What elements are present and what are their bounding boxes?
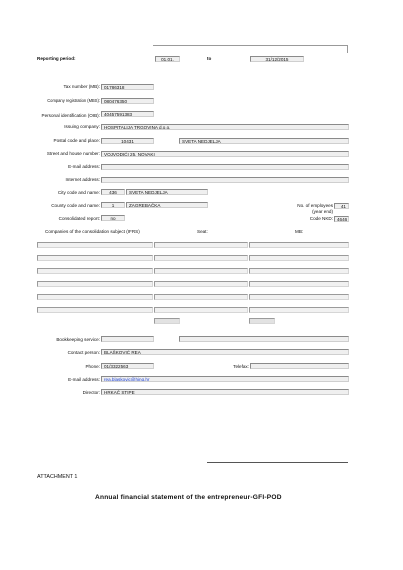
- nkd-field[interactable]: 4646: [334, 216, 349, 222]
- telefax-field[interactable]: [250, 363, 349, 369]
- table-row[interactable]: [37, 307, 349, 313]
- company-registration-field[interactable]: 080476350: [101, 98, 154, 104]
- seat-label: Seat:: [197, 229, 208, 234]
- internet-label: Internet address:: [65, 177, 100, 182]
- table-row[interactable]: [37, 318, 349, 324]
- employees-sub-label: (year end): [312, 209, 333, 214]
- bookkeeping-email-field[interactable]: rea.blaskovic@hing.hr: [101, 376, 349, 382]
- table-row[interactable]: [37, 255, 349, 261]
- signature-line: [207, 462, 348, 463]
- attachment-label: ATTACHMENT 1: [37, 474, 78, 480]
- street-field[interactable]: VOJVODIĆI 25, NOVAKI: [101, 151, 349, 157]
- bookkeeping-label: Bookkeeping service:: [56, 337, 100, 342]
- company-registration-label: Company registration (MBS):: [47, 98, 100, 103]
- oib-field[interactable]: 40457591383: [101, 111, 154, 117]
- table-row[interactable]: [37, 281, 349, 287]
- director-field[interactable]: HRKAČ STIPE: [101, 389, 349, 395]
- contact-label: Contact person:: [67, 350, 100, 355]
- postal-code-field[interactable]: 10431: [101, 138, 154, 144]
- email-label: E-mail address:: [68, 164, 100, 169]
- document-title: Annual financial statement of the entrepreneur-GFI-POD: [95, 494, 282, 501]
- consolidation-companies-label: Companies of the consolidation subject (IFRS): [45, 229, 140, 234]
- contact-field[interactable]: BLAŠKOVIĆ REA: [101, 349, 349, 355]
- table-row[interactable]: [37, 268, 349, 274]
- phone-label: Phone:: [85, 364, 100, 369]
- table-row[interactable]: [37, 294, 349, 300]
- employees-field[interactable]: 41: [334, 203, 349, 209]
- postal-code-label: Postal code and place:: [53, 138, 100, 143]
- reporting-period-label: Reporting period:: [37, 56, 76, 61]
- phone-field[interactable]: 01/3322563: [101, 363, 154, 369]
- tax-number-field[interactable]: 01786318: [101, 84, 154, 90]
- county-name-field[interactable]: ZAGREBAČKA: [126, 202, 208, 208]
- consolidated-label: Consolidated report:: [58, 216, 100, 221]
- bookkeeping-field[interactable]: [101, 336, 154, 342]
- telefax-label: Telefax:: [233, 364, 249, 369]
- place-field[interactable]: SVETA NEDJELJA: [179, 138, 349, 144]
- employees-label: No. of employees: [297, 203, 333, 208]
- bookkeeping-email-label: E-mail address:: [68, 377, 100, 382]
- to-label: to: [207, 56, 212, 61]
- oib-label: Personal identification (OIB):: [41, 113, 100, 118]
- period-from-field[interactable]: 01.01.: [155, 56, 180, 62]
- table-row[interactable]: [37, 242, 349, 248]
- top-rule: [153, 45, 348, 46]
- director-label: Director:: [82, 390, 100, 395]
- email-field[interactable]: [101, 164, 349, 170]
- street-label: Street and house number:: [46, 151, 100, 156]
- internet-field[interactable]: [101, 177, 349, 183]
- county-code-field[interactable]: 1: [101, 202, 125, 208]
- period-to-field[interactable]: 31/12/2015: [250, 56, 304, 62]
- issuing-company-field[interactable]: HOSPITALIJA TRGOVINA d.o.o.: [101, 124, 349, 130]
- city-label: City code and name:: [57, 190, 100, 195]
- bookkeeping-field-2[interactable]: [179, 336, 349, 342]
- issuing-company-label: Issuing company:: [64, 124, 100, 129]
- county-label: County code and name:: [51, 203, 100, 208]
- city-code-field[interactable]: 436: [101, 189, 125, 195]
- nkd-label: Code NKD:: [309, 216, 333, 221]
- tax-number-label: Tax number (MB):: [63, 84, 100, 89]
- city-name-field[interactable]: SVETA NEDJELJA: [126, 189, 208, 195]
- consolidated-field[interactable]: no: [101, 215, 125, 221]
- top-rule-tick: [347, 45, 348, 53]
- mb-label: MB:: [295, 229, 304, 234]
